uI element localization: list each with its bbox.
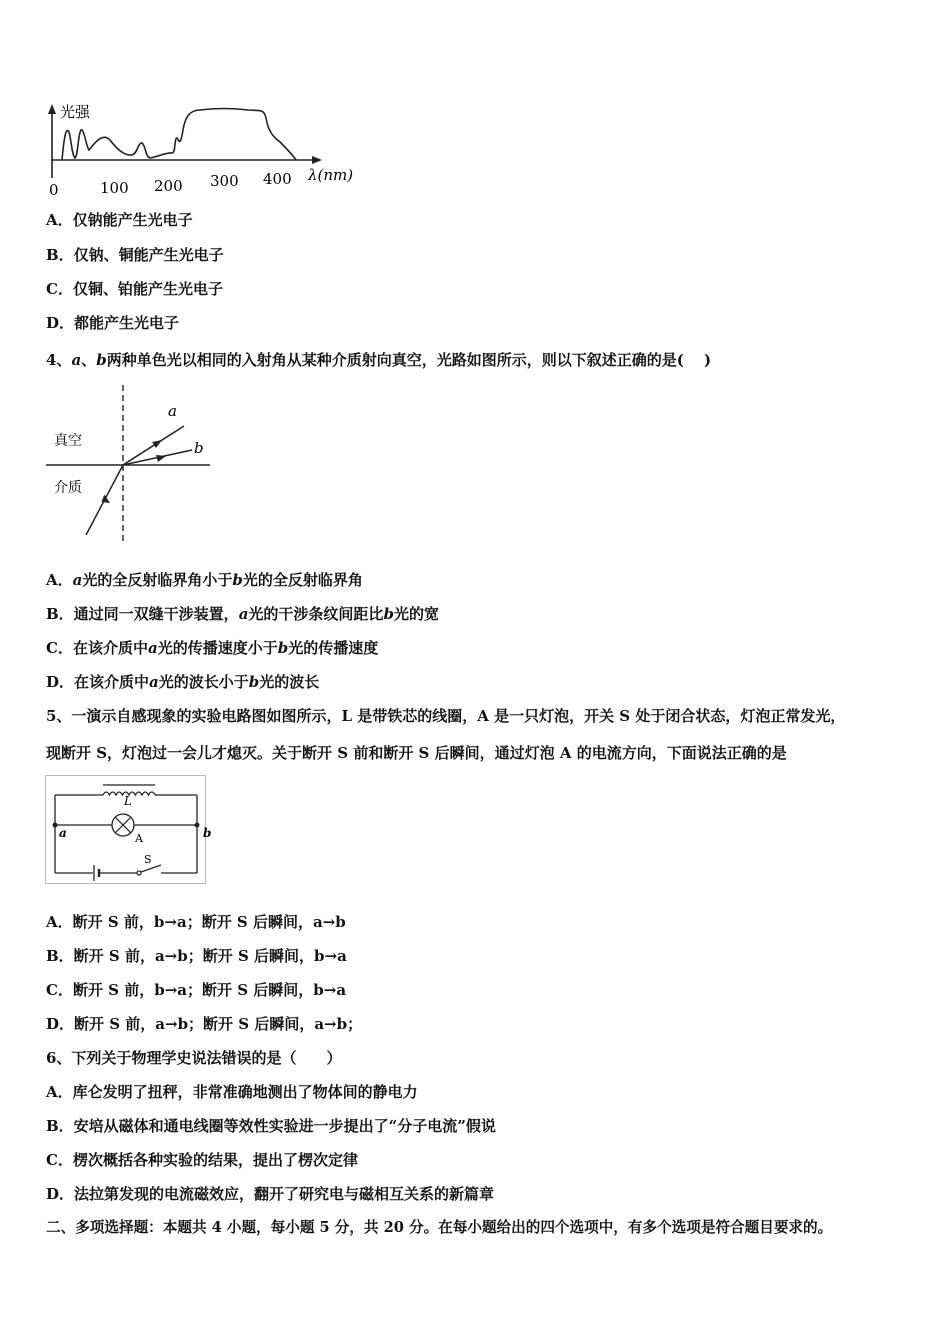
var-a: a [238, 605, 249, 623]
q4-option-d: D．在该介质中a光的波长小于b光的波长 [46, 673, 320, 691]
y-axis-arrow [48, 104, 56, 114]
ray-a [123, 426, 184, 465]
ray-a-arrow [152, 440, 162, 448]
switch-lever [141, 865, 161, 872]
incident-arrow [99, 494, 110, 506]
x-axis-label: λ(nm) [308, 166, 354, 184]
coil-label: L [124, 794, 132, 808]
q6-stem: 6、下列关于物理学史说法错误的是（ ） [46, 1049, 342, 1067]
q6-option-d: D．法拉第发现的电流磁效应，翻开了研究电与磁相互关系的新篇章 [46, 1185, 495, 1203]
tick-400: 400 [263, 170, 292, 188]
lamp-label: A [135, 832, 143, 845]
ray-b-arrow [156, 455, 166, 462]
var-b: b [96, 351, 107, 369]
var-a: a [71, 351, 82, 369]
q3-option-c: C．仅铜、铂能产生光电子 [46, 280, 223, 298]
vacuum-label: 真空 [54, 433, 82, 449]
q5-option-c: C．断开 S 前，b→a；断开 S 后瞬间，b→a [46, 981, 347, 999]
q4-stem [46, 350, 711, 370]
q5-option-d: D．断开 S 前，a→b；断开 S 后瞬间，a→b； [46, 1015, 363, 1033]
y-axis-label: 光强 [60, 103, 91, 121]
var-b: b [383, 605, 394, 623]
var-b: b [277, 639, 289, 657]
q4-option-c: C．在该介质中a光的传播速度小于b光的传播速度 [46, 639, 379, 657]
q5-option-b: B．断开 S 前，a→b；断开 S 后瞬间，b→a [46, 947, 347, 965]
q4-number: 4、 [46, 351, 72, 369]
refraction-figure [44, 382, 214, 547]
x-axis-arrow [312, 156, 322, 164]
q6-option-b: B．安培从磁体和通电线圈等效性实验进一步提出了“分子电流”假说 [46, 1117, 496, 1135]
node-b-label: b [203, 826, 212, 840]
q4-stem-text: 两种单色光以相同的入射角从某种介质射向真空，光路如图所示，则以下叙述正确的是( ) [106, 351, 712, 369]
q3-option-b: B．仅钠、铜能产生光电子 [46, 246, 224, 264]
q5-stem-line1: 5、一演示自感现象的实验电路图如图所示，L 是带铁芯的线圈，A 是一只灯泡，开关 S 处于闭合状态，灯泡正常发光， [46, 707, 846, 725]
tick-0: 0 [49, 181, 59, 199]
switch-contact [137, 871, 141, 875]
section-2-heading: 二、多项选择题：本题共 4 小题，每小题 5 分，共 20 分。在每小题给出的四个选项中，有多个选项是符合题目要求的。 [46, 1219, 833, 1236]
q6-option-a: A．库仑发明了扭秤，非常准确地测出了物体间的静电力 [46, 1083, 418, 1101]
ray-a-label: a [168, 402, 177, 420]
spectrum-figure [40, 98, 370, 200]
q3-option-a: A．仅钠能产生光电子 [46, 211, 193, 229]
var-b: b [232, 571, 243, 589]
var-a: a [149, 673, 159, 691]
q6-option-c: C．楞次概括各种实验的结果，提出了楞次定律 [46, 1151, 358, 1169]
var-a: a [72, 571, 83, 589]
medium-label: 介质 [54, 480, 82, 496]
var-a: a [147, 639, 158, 657]
node-b-dot [195, 823, 200, 828]
q5-option-a: A．断开 S 前，b→a；断开 S 后瞬间，a→b [46, 913, 346, 931]
switch-label: S [144, 853, 152, 866]
q4-separator: 、 [81, 351, 97, 369]
tick-200: 200 [154, 177, 183, 195]
q5-stem-line2: 现断开 S，灯泡过一会儿才熄灭。关于断开 S 前和断开 S 后瞬间，通过灯泡 A 的电流方向，下面说法正确的是 [46, 744, 787, 762]
q4-option-a: A．a光的全反射临界角小于b光的全反射临界角 [46, 571, 363, 589]
circuit-figure [45, 775, 212, 885]
q3-option-d: D．都能产生光电子 [46, 314, 180, 332]
q4-option-b: B．通过同一双缝干涉装置，a光的干涉条纹间距比b光的宽 [46, 605, 439, 623]
tick-100: 100 [100, 179, 129, 197]
node-a-dot [53, 823, 58, 828]
ray-b-label: b [194, 439, 204, 457]
var-b: b [248, 673, 260, 691]
tick-300: 300 [210, 172, 239, 190]
node-a-label: a [59, 826, 67, 840]
spectrum-curve [62, 109, 296, 161]
